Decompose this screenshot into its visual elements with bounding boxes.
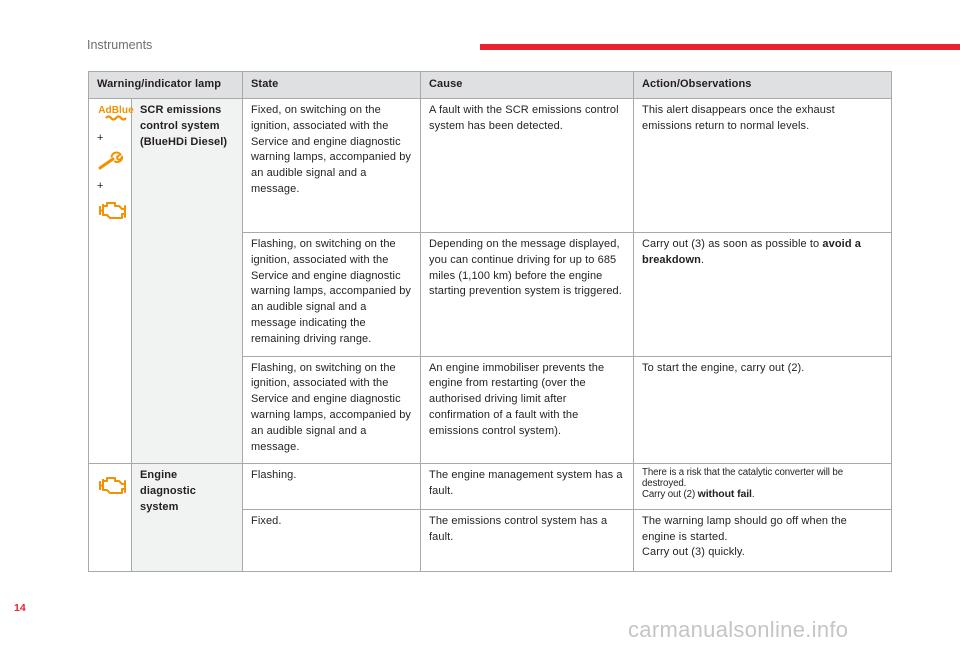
plus-separator: + [97, 180, 104, 192]
state-cell: Fixed, on switching on the ignition, associated with the Service and engine diagnostic warning lamps, accompanied by an audible signal and a message. [243, 99, 421, 233]
action-emphasis: without fail [697, 488, 752, 501]
watermark: carmanualsonline.info [628, 617, 849, 642]
column-header-state: State [243, 72, 421, 99]
engine-system-name: Engine diagnostic system [132, 464, 243, 572]
action-text: There is a risk that the catalytic converter will be destroyed. [642, 467, 844, 489]
wrench-icon [97, 151, 123, 171]
cause-cell: A fault with the SCR emissions control system has been detected. [421, 99, 634, 233]
action-text-end: . [751, 489, 755, 501]
action-text-end: . [700, 253, 705, 266]
action-emphasis: avoid a breakdown [642, 238, 862, 266]
state-cell: Fixed. [243, 509, 421, 571]
engine-icon [97, 474, 129, 498]
column-header-cause: Cause [421, 72, 634, 99]
action-cell [634, 464, 892, 510]
cause-cell: The engine management system has a fault. [421, 464, 634, 510]
column-header-lamp: Warning/indicator lamp [89, 72, 243, 99]
state-cell: Flashing, on switching on the ignition, associated with the Service and engine diagnostic warning lamps, accompanied by an audible signal and a message indicating the remaining driving range. [243, 233, 421, 357]
scr-system-name: SCR emissions control system (BlueHDi Diesel) [132, 99, 243, 464]
action-text: The warning lamp should go off when the engine is started. [642, 514, 847, 543]
section-title: Instruments [87, 38, 153, 52]
column-header-action: Action/Observations [634, 72, 892, 99]
state-cell: Flashing. [243, 464, 421, 510]
plus-separator: + [97, 132, 104, 144]
adblue-icon-label: AdBlue [98, 105, 134, 116]
action-text: Carry out (3) as soon as possible to [642, 238, 823, 250]
table-row [89, 99, 892, 233]
scr-icons-cell [89, 99, 132, 464]
table-header-row [89, 72, 892, 99]
page-number: 14 [14, 602, 26, 614]
engine-icon [97, 199, 129, 223]
action-text: Carry out (3) quickly. [642, 546, 745, 559]
state-cell: Flashing, on switching on the ignition, associated with the Service and engine diagnostic warning lamps, accompanied by an audible signal and a message. [243, 356, 421, 464]
cause-cell: Depending on the message displayed, you can continue driving for up to 685 miles (1,100 km) before the engine starting prevention system is triggered. [421, 233, 634, 357]
engine-icon-cell [89, 464, 132, 572]
cause-cell: The emissions control system has a fault. [421, 509, 634, 571]
cause-cell: An engine immobiliser prevents the engine from restarting (over the authorised driving limit after confirmation of a fault with the emissions control system). [421, 356, 634, 464]
action-cell [634, 233, 892, 357]
warning-lamp-table [88, 71, 892, 572]
adblue-icon [97, 103, 135, 123]
action-cell: To start the engine, carry out (2). [634, 356, 892, 464]
section-accent-bar [480, 44, 960, 50]
action-cell: This alert disappears once the exhaust emissions return to normal levels. [634, 99, 892, 233]
action-text: Carry out (2) [642, 489, 698, 501]
table-row [89, 464, 892, 510]
action-cell [634, 509, 892, 571]
